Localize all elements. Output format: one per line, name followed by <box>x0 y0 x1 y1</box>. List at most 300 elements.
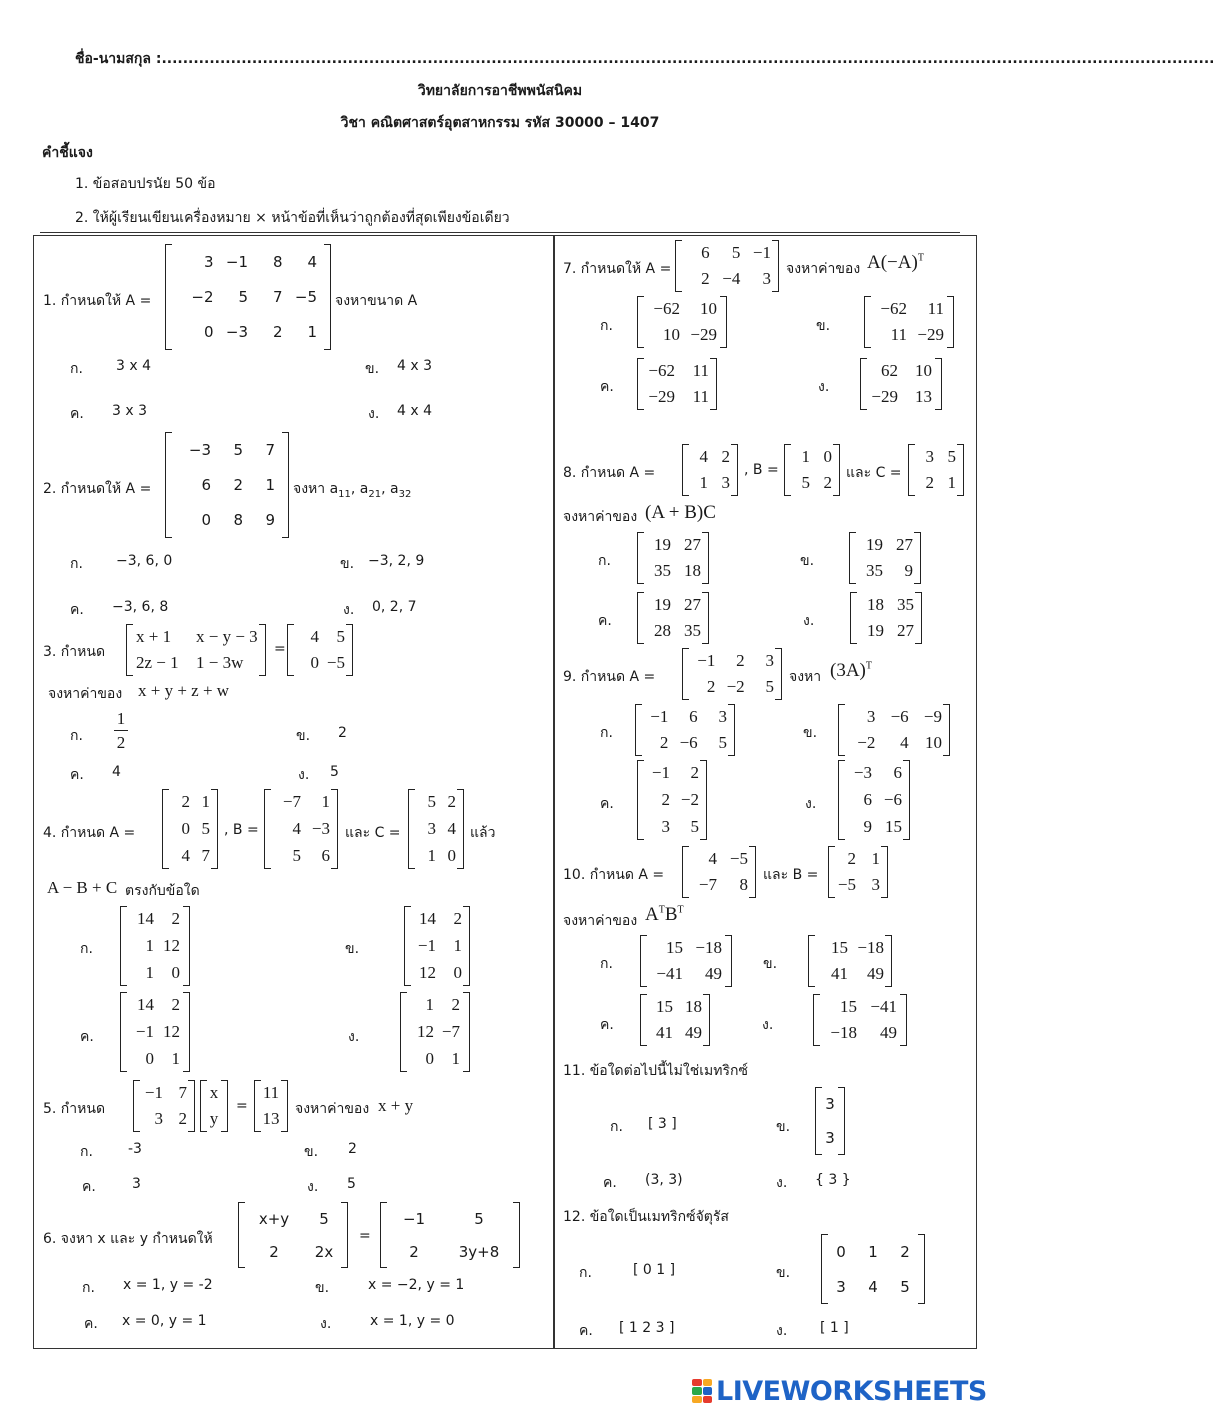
q9-choice-cell: 2 <box>661 789 670 809</box>
q5-cell: 11 <box>262 1083 280 1102</box>
choice-label: ข. <box>304 1144 319 1160</box>
column-divider <box>553 235 555 1349</box>
q9-choice-cell: −9 <box>923 707 942 726</box>
q2-cell: 8 <box>233 511 243 530</box>
q4-choice-cell: 1 <box>145 962 154 982</box>
q1-matrix <box>165 244 331 350</box>
q12-prefix: 12. ข้อใดเป็นเมทริกซ์จัตุรัส <box>563 1209 729 1225</box>
q7-choice-cell: −62 <box>880 299 907 318</box>
choice-label: ค. <box>70 767 84 783</box>
q9-choice-b <box>838 704 950 756</box>
q9-choice-cell: −6 <box>883 789 902 809</box>
q9-choice-cell: 6 <box>689 707 698 726</box>
q6-lhs-matrix <box>238 1202 348 1268</box>
choice-label: ก. <box>600 956 613 972</box>
q7-choice-cell: −29 <box>648 387 675 406</box>
q4-cell: 3 <box>427 818 436 838</box>
q4-cell: −3 <box>311 818 330 838</box>
q9-choice-cell: 2 <box>659 733 669 752</box>
q4-choice-cell: 0 <box>145 1048 154 1068</box>
choice-label: ง. <box>307 1179 319 1195</box>
q1-cell: 2 <box>272 323 283 342</box>
q9-cell: 2 <box>706 677 716 696</box>
q4-choice-d <box>400 992 470 1072</box>
q12-cell: 3 <box>836 1277 846 1296</box>
q3-cell: 4 <box>310 627 319 646</box>
q10-cell: 1 <box>871 849 880 868</box>
q5-cell: 7 <box>178 1083 187 1102</box>
q1-cell: 5 <box>238 287 248 306</box>
q7-choice-cell: 10 <box>700 299 717 318</box>
q8-cell: 5 <box>801 473 810 492</box>
q3-prefix: 3. กำหนด <box>43 644 106 660</box>
choice-label: ก. <box>598 553 611 569</box>
q10-cell: −5 <box>837 875 856 894</box>
q7-choice-cell: −29 <box>871 387 898 406</box>
q3-cell: −5 <box>326 653 345 672</box>
q10-choice-cell: 15 <box>666 938 683 957</box>
q4-choice-cell: 14 <box>137 995 154 1015</box>
q4-choice-cell: 0 <box>425 1048 434 1068</box>
q3-choice-b: 2 <box>338 725 347 741</box>
q4-choice-cell: 12 <box>163 1021 180 1041</box>
q7-cell: 6 <box>701 243 710 262</box>
q7-prefix: 7. กำหนดให้ A = <box>563 261 672 277</box>
q1-cell: −1 <box>225 252 248 271</box>
q10-choice-cell: 18 <box>685 997 702 1016</box>
q10-choice-cell: 49 <box>880 1023 897 1042</box>
q8-choice-cell: 35 <box>654 561 671 580</box>
choice-label: ง. <box>805 796 817 812</box>
q7-choice-cell: 11 <box>927 299 944 318</box>
q7-choice-cell: −29 <box>917 325 944 344</box>
q5-cell: 3 <box>154 1109 163 1128</box>
q1-choice-a: 3 x 4 <box>116 358 151 374</box>
choice-label: ข. <box>776 1119 791 1135</box>
q4-choice-cell: 1 <box>453 935 462 955</box>
q9-prefix: 9. กำหนด A = <box>563 669 656 685</box>
q7-choice-c <box>637 358 717 410</box>
q7-cell: 3 <box>762 269 771 288</box>
q9-cell: 5 <box>765 677 774 696</box>
q7-choice-d <box>860 358 942 410</box>
q12-choice-a: [ 0 1 ] <box>633 1262 676 1278</box>
q10-matrix-b <box>828 846 888 898</box>
q4-cell: 1 <box>201 792 210 812</box>
q9-choice-cell: 5 <box>718 733 727 752</box>
q2-choice-c: −3, 6, 8 <box>112 599 169 615</box>
q7-choice-cell: 62 <box>881 361 898 380</box>
choice-label: ค. <box>84 1316 98 1332</box>
q6-prefix: 6. จงหา x และ y กำหนดให้ <box>43 1231 213 1247</box>
choice-label: ข. <box>816 318 831 334</box>
q2-sub-3: 32 <box>398 488 412 500</box>
q10-b-label: และ B = <box>763 867 819 883</box>
equals-sign: = <box>236 1098 248 1114</box>
q1-cell: 4 <box>307 252 317 271</box>
choice-label: ก. <box>610 1119 623 1135</box>
choice-label: ข. <box>803 725 818 741</box>
q12-cell: 0 <box>836 1242 846 1261</box>
q4-choice-c <box>120 992 190 1072</box>
q4-choice-cell: 14 <box>419 909 436 929</box>
q12-choice-b <box>821 1234 925 1304</box>
q7-choice-cell: 10 <box>915 361 932 380</box>
choice-label: ค. <box>70 602 84 618</box>
q4-choice-cell: 2 <box>453 909 462 929</box>
q5-cell: y <box>209 1109 219 1128</box>
q8-choice-cell: 19 <box>654 535 671 554</box>
q10-cell: 8 <box>739 875 748 894</box>
instruction-1: 1. ข้อสอบปรนัย 50 ข้อ <box>75 176 216 192</box>
q8-choice-cell: 27 <box>684 595 701 614</box>
q7-cell: −1 <box>752 243 771 262</box>
choice-label: ค. <box>598 613 612 629</box>
q2-cell: 5 <box>233 440 243 459</box>
q8-cell: 1 <box>699 473 708 492</box>
q8-cell: 4 <box>699 447 708 466</box>
q1-cell: 3 <box>203 252 214 271</box>
choice-label: ง. <box>818 379 830 395</box>
q4-cell: 0 <box>447 845 456 865</box>
q7-choice-cell: 10 <box>663 325 680 344</box>
q8-choice-cell: 35 <box>866 561 883 580</box>
q10-choice-cell: 15 <box>831 938 848 957</box>
q8-prefix: 8. กำหนด A = <box>563 465 656 481</box>
q7-choice-cell: −29 <box>690 325 717 344</box>
q8-cell: 1 <box>801 447 810 466</box>
q4-choice-cell: −1 <box>135 1021 154 1041</box>
q9-choice-cell: −1 <box>650 707 669 726</box>
q7-expr: A(−A) <box>867 252 918 273</box>
choice-label: ง. <box>343 602 355 618</box>
q9-choice-cell: 10 <box>924 733 942 752</box>
choice-label: ข. <box>345 941 360 957</box>
choice-label: ค. <box>82 1179 96 1195</box>
q8-matrix-c <box>908 444 964 496</box>
q11-prefix: 11. ข้อใดต่อไปนี้ไม่ใช่เมทริกซ์ <box>563 1063 748 1079</box>
q10-cell: 3 <box>871 875 880 894</box>
q10-expr-a: A <box>645 904 659 925</box>
choice-label: ง. <box>762 1017 774 1033</box>
q10-expression <box>645 904 684 926</box>
q9-choice-cell: −1 <box>651 763 670 783</box>
q3-cell: 5 <box>336 627 345 646</box>
choice-label: ก. <box>70 728 83 744</box>
q4-matrix-b <box>264 789 338 869</box>
q2-suffix: จงหา $a_{11}$, $a_{21}$, $a_{32}$ <box>293 481 412 500</box>
q10-choice-cell: −41 <box>656 964 683 983</box>
q1-cell: 1 <box>307 323 317 342</box>
q10-sup-a: T <box>658 904 665 916</box>
q5-expression: x + y <box>378 1096 414 1115</box>
q9-choice-cell: 6 <box>863 789 872 809</box>
q8-ask: จงหาค่าของ <box>563 509 638 525</box>
q4-choice-a <box>120 906 190 986</box>
choice-label: ค. <box>579 1323 593 1339</box>
q7-cell: 2 <box>701 269 710 288</box>
q11-cell: 3 <box>825 1095 835 1113</box>
choice-label: ก. <box>600 318 613 334</box>
choice-label: ค. <box>603 1175 617 1191</box>
q2-prefix: 2. กำหนดให้ A = <box>43 481 152 497</box>
q10-choice-a <box>640 935 732 987</box>
brand-name: LIVEWORKSHEETS <box>716 1375 987 1407</box>
q2-choice-a: −3, 6, 0 <box>116 553 173 569</box>
instructions-title: คำชี้แจง <box>42 145 93 161</box>
q8-choice-cell: 28 <box>654 621 671 640</box>
logo-tile <box>703 1396 713 1403</box>
q4-choice-cell: 1 <box>451 1048 460 1068</box>
equals-sign: = <box>359 1228 371 1244</box>
q8-choice-cell: 9 <box>904 561 913 580</box>
q10-choice-d <box>813 994 907 1046</box>
q10-choice-cell: 49 <box>685 1023 702 1042</box>
liveworksheets-logo <box>692 1376 987 1406</box>
choice-label: ค. <box>600 796 614 812</box>
q12-cell: 2 <box>900 1242 910 1261</box>
q9-choice-cell: 2 <box>690 763 699 783</box>
college-title: วิทยาลัยการอาชีพพนัสนิคม <box>417 83 583 99</box>
q9-ask: จงหา <box>789 669 822 685</box>
q8-cell: 0 <box>823 447 832 466</box>
q12-cell: 5 <box>900 1277 910 1296</box>
q6-choice-a: x = 1, y = -2 <box>123 1277 213 1293</box>
q8-choice-cell: 35 <box>897 595 914 614</box>
q8-choice-d <box>850 592 922 644</box>
q5-prefix: 5. กำหนด <box>43 1101 106 1117</box>
choice-label: ง. <box>803 613 815 629</box>
logo-tile <box>703 1387 713 1394</box>
q6-cell: 5 <box>319 1209 329 1228</box>
q4-b-label: , B = <box>224 822 259 838</box>
q8-cell: 3 <box>925 447 934 466</box>
q7-choice-b <box>864 296 954 348</box>
q6-cell: 2 <box>269 1242 279 1261</box>
q5-cell: x <box>209 1083 219 1102</box>
q9-expr: (3A) <box>830 660 866 681</box>
q6-choice-d: x = 1, y = 0 <box>370 1313 455 1329</box>
q8-cell: 2 <box>721 447 730 466</box>
q9-choice-cell: 15 <box>885 816 902 836</box>
q4-prefix: 4. กำหนด A = <box>43 825 136 841</box>
q4-matrix-c <box>408 789 464 869</box>
q9-sup: T <box>865 660 872 672</box>
q9-choice-cell: 6 <box>893 763 902 783</box>
q5-choice-b: 2 <box>348 1141 357 1157</box>
q8-choice-cell: 27 <box>896 535 913 554</box>
q1-suffix: จงหาขนาด A <box>335 293 418 309</box>
q4-choice-cell: 12 <box>419 962 436 982</box>
q7-choice-cell: 11 <box>890 325 907 344</box>
q7-ask: จงหาค่าของ <box>786 261 861 277</box>
q7-expression <box>867 252 924 274</box>
q6-cell: −1 <box>402 1209 426 1228</box>
choice-label: ก. <box>82 1280 95 1296</box>
q8-choice-cell: 18 <box>684 561 701 580</box>
q12-cell: 1 <box>868 1242 878 1261</box>
q10-choice-cell: −41 <box>870 997 897 1016</box>
q10-choice-cell: 15 <box>656 997 673 1016</box>
choice-label: ข. <box>365 361 380 377</box>
choice-label: ง. <box>348 1029 360 1045</box>
q7-choice-cell: 13 <box>915 387 932 406</box>
q2-cell: 6 <box>201 475 211 494</box>
choice-label: ง. <box>320 1316 332 1332</box>
q10-choice-cell: −18 <box>830 1023 857 1042</box>
q2-ask: จงหา a <box>293 481 339 497</box>
q12-cell: 4 <box>868 1277 878 1296</box>
q1-choice-c: 3 x 3 <box>112 403 147 419</box>
choice-label: ข. <box>296 728 311 744</box>
q1-choice-d: 4 x 4 <box>397 403 432 419</box>
q10-cell: 2 <box>847 849 856 868</box>
q3-cell: 0 <box>310 653 319 672</box>
q4-cell: 6 <box>321 845 330 865</box>
q9-cell: −2 <box>726 677 745 696</box>
q2-choice-b: −3, 2, 9 <box>368 553 425 569</box>
logo-tile <box>692 1387 702 1394</box>
logo-tile <box>703 1379 713 1386</box>
q3-choice-a <box>114 710 128 751</box>
q2-cell: 2 <box>233 475 243 494</box>
q3-lhs-matrix <box>126 624 266 676</box>
logo-tile <box>692 1379 702 1386</box>
q3-choice-d: 5 <box>330 764 339 780</box>
q6-choice-c: x = 0, y = 1 <box>122 1313 207 1329</box>
q9-choice-cell: 4 <box>900 733 909 752</box>
q1-prefix: 1. กำหนดให้ A = <box>43 293 152 309</box>
q5-choice-a: -3 <box>128 1141 142 1157</box>
q2-cell: 7 <box>265 440 275 459</box>
q8-choice-c <box>637 592 709 644</box>
q1-cell: −5 <box>294 287 317 306</box>
q4-choice-cell: 1 <box>171 1048 180 1068</box>
q4-cell: 5 <box>427 792 436 812</box>
choice-label: ข. <box>315 1280 330 1296</box>
q10-choice-cell: 49 <box>867 964 884 983</box>
q5-choice-d: 5 <box>347 1176 356 1192</box>
q8-expression: (A + B)C <box>645 502 716 523</box>
q10-cell: −7 <box>698 875 717 894</box>
q12-choice-c: [ 1 2 3 ] <box>619 1320 675 1336</box>
q8-cell: 3 <box>721 473 730 492</box>
q5-choice-c: 3 <box>132 1176 141 1192</box>
choice-label: ข. <box>776 1265 791 1281</box>
q11-choice-d: { 3 } <box>815 1172 851 1188</box>
choice-label: ค. <box>600 379 614 395</box>
q9-choice-cell: −3 <box>853 763 872 783</box>
q3-cell: 1 − 3w <box>196 653 244 672</box>
q10-choice-c <box>640 994 710 1046</box>
q7-choice-a <box>637 296 727 348</box>
q4-cell: 4 <box>447 818 456 838</box>
instruction-2: 2. ให้ผู้เรียนเขียนเครื่องหมาย × หน้าข้อที่เห็นว่าถูกต้องที่สุดเพียงข้อเดียว <box>75 210 510 226</box>
q8-choice-cell: 27 <box>897 621 914 640</box>
choice-label: ค. <box>600 1017 614 1033</box>
q4-cell: 4 <box>181 845 190 865</box>
q5-matrix-x <box>200 1080 228 1132</box>
liveworksheets-logo-icon <box>692 1379 712 1403</box>
q6-cell: 2x <box>314 1242 334 1261</box>
q11-choice-a: [ 3 ] <box>648 1116 677 1132</box>
q7-choice-cell: 11 <box>692 361 709 380</box>
q1-cell: −3 <box>225 323 248 342</box>
q4-cell: 4 <box>292 818 301 838</box>
q7-cell: −4 <box>722 269 741 288</box>
q3-rhs-matrix <box>287 624 353 676</box>
q9-choice-d <box>838 760 910 840</box>
q3-cell: x − y − 3 <box>196 627 258 646</box>
q2-choice-d: 0, 2, 7 <box>372 599 417 615</box>
name-line: ชื่อ-นามสกุล :...................................................................................................................................................................................................... <box>75 51 1215 67</box>
q5-cell: 13 <box>262 1109 280 1128</box>
q8-choice-cell: 35 <box>684 621 701 640</box>
choice-label: ง. <box>368 406 380 422</box>
q9-choice-a <box>635 704 735 756</box>
q5-cell: −1 <box>144 1083 163 1102</box>
q4-choice-cell: 12 <box>417 1021 434 1041</box>
q9-choice-c <box>637 760 707 840</box>
q7-choice-cell: 11 <box>692 387 709 406</box>
q2-matrix <box>165 432 289 538</box>
q8-choice-cell: 18 <box>867 595 884 614</box>
choice-label: ข. <box>800 553 815 569</box>
q3-choice-c: 4 <box>112 764 121 780</box>
q12-choice-d: [ 1 ] <box>820 1320 849 1336</box>
choice-label: ข. <box>340 556 355 572</box>
q10-expr-b: B <box>664 904 678 925</box>
q6-cell: x+y <box>258 1209 290 1228</box>
q4-choice-cell: −1 <box>417 935 436 955</box>
q10-choice-cell: 41 <box>831 964 848 983</box>
q6-choice-b: x = −2, y = 1 <box>368 1277 465 1293</box>
q5-matrix-r <box>254 1080 288 1132</box>
q9-choice-cell: 3 <box>661 816 670 836</box>
q9-choice-cell: −6 <box>679 733 698 752</box>
choice-label: ก. <box>70 556 83 572</box>
q9-choice-cell: −2 <box>857 733 876 752</box>
q2-cell: 0 <box>201 511 211 530</box>
q9-cell: 2 <box>736 651 745 670</box>
q9-cell: −1 <box>697 651 716 670</box>
q8-choice-cell: 19 <box>866 535 883 554</box>
q2-cell: 1 <box>265 475 275 494</box>
q4-choice-cell: 2 <box>171 995 180 1015</box>
q3-ask: จงหาค่าของ <box>48 686 123 702</box>
q2-cell: 9 <box>265 511 275 530</box>
q3-choice-a-den: 2 <box>116 733 126 752</box>
choice-label: ก. <box>70 361 83 377</box>
q10-ask: จงหาค่าของ <box>563 913 638 929</box>
choice-label: ก. <box>80 1144 93 1160</box>
choice-label: ง. <box>298 767 310 783</box>
subject-title: วิชา คณิตศาสตร์อุตสาหกรรม รหัส 30000 – 1407 <box>340 115 660 131</box>
q10-choice-cell: −18 <box>695 938 722 957</box>
q4-choice-cell: −7 <box>441 1021 460 1041</box>
equals-sign: = <box>274 641 286 657</box>
q8-matrix-b <box>784 444 840 496</box>
q4-cell: 1 <box>427 845 436 865</box>
q6-cell: 5 <box>474 1209 484 1228</box>
q4-cell: 2 <box>447 792 456 812</box>
q1-cell: 7 <box>272 287 283 306</box>
q3-cell: 2z − 1 <box>136 653 179 672</box>
q10-cell: −5 <box>729 849 748 868</box>
q3-expression: x + y + z + w <box>138 681 230 700</box>
q10-choice-cell: 41 <box>656 1023 673 1042</box>
q4-cell: 1 <box>321 792 330 812</box>
